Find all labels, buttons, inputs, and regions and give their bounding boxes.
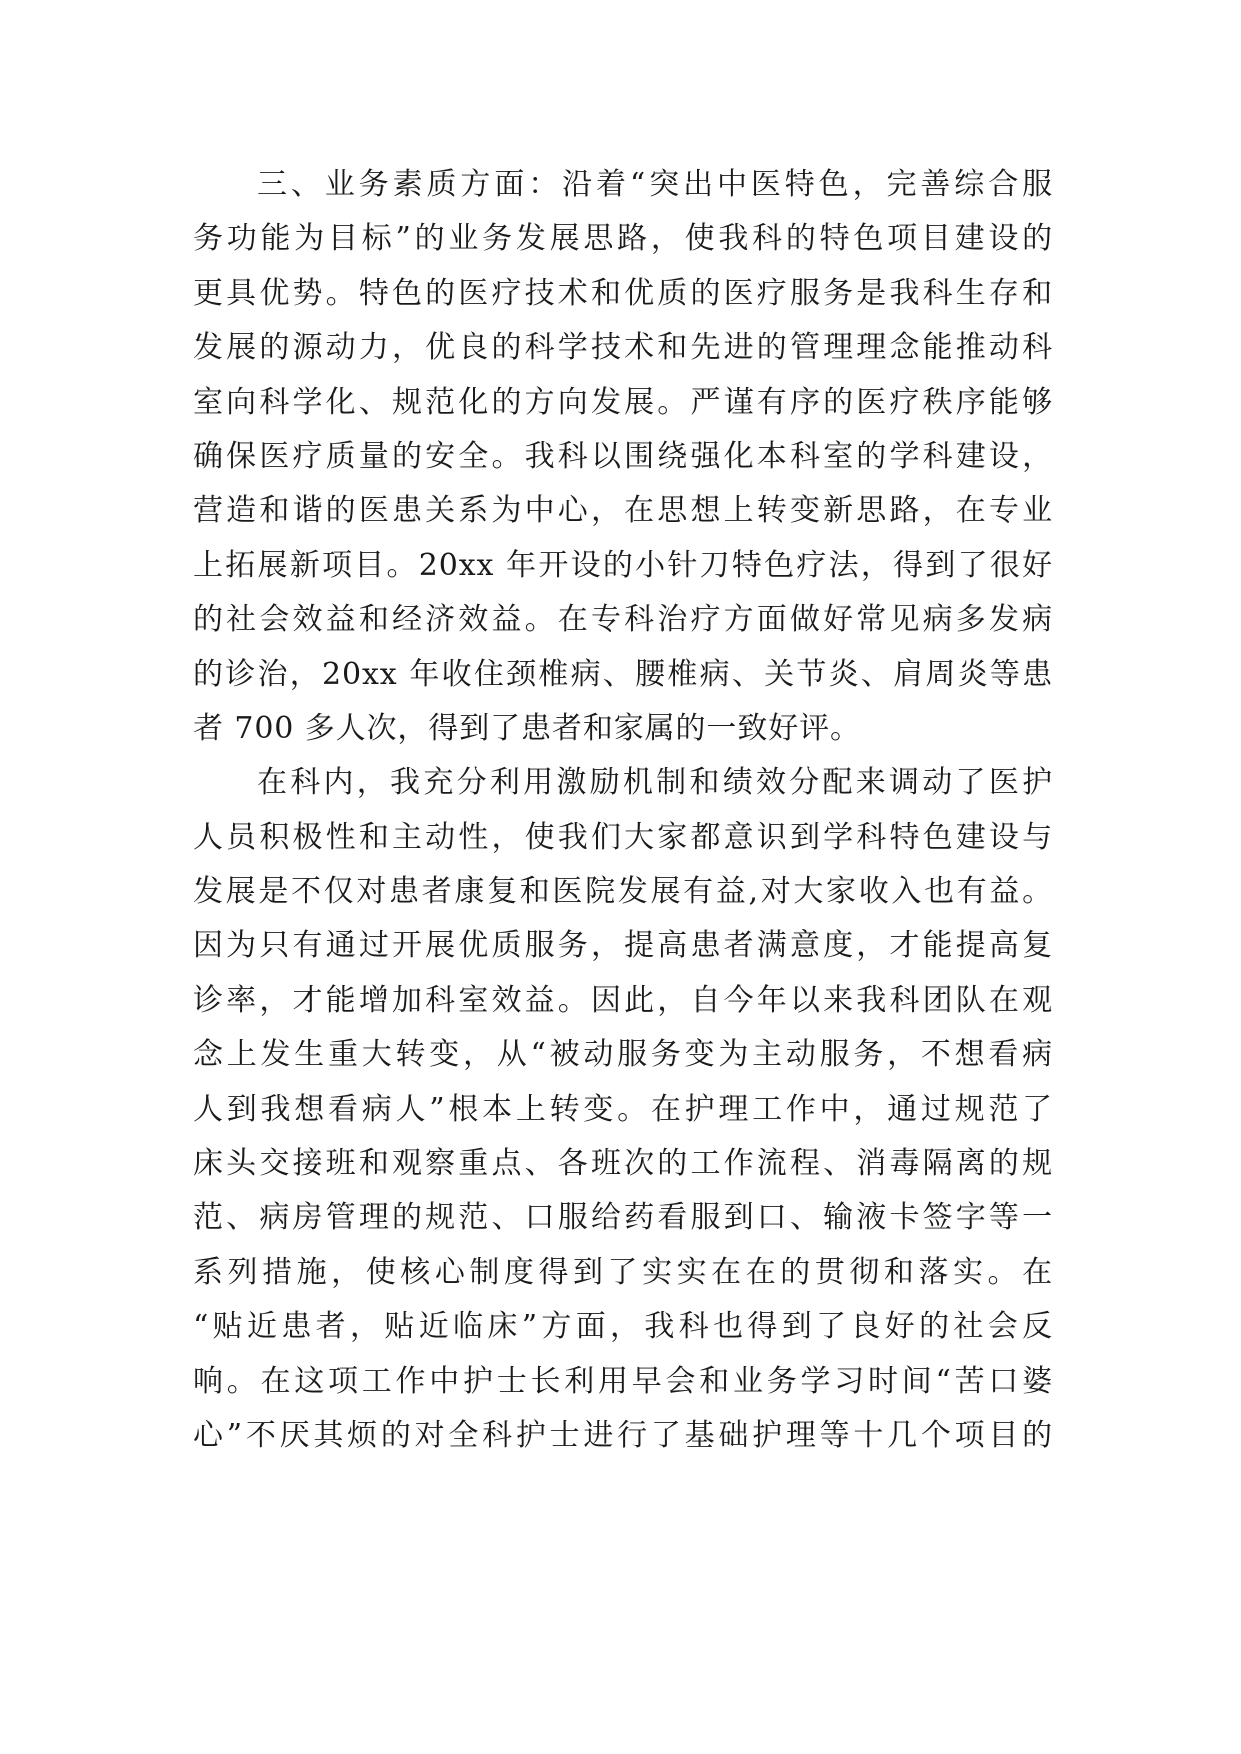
paragraph-1-line-7: 营造和谐的医患关系为中心，在思想上转变新思路，在专业 xyxy=(193,493,1053,529)
paragraph-2-line-10: 系列措施，使核心制度得到了实实在在的贯彻和落实。在 xyxy=(193,1254,1053,1290)
paragraph-1-line-9: 的社会效益和经济效益。在专科治疗方面做好常见病多发病 xyxy=(193,602,1053,638)
paragraph-2-line-6: 念上发生重大转变，从“被动服务变为主动服务，不想看病 xyxy=(193,1037,1053,1073)
paragraph-2-line-7: 人到我想看病人”根本上转变。在护理工作中，通过规范了 xyxy=(193,1091,1053,1127)
paragraph-1-line-1: 三、业务素质方面：沿着“突出中医特色，完善综合服 xyxy=(257,167,1053,202)
paragraph-1-line-10: 的诊治，20xx 年收住颈椎病、腰椎病、关节炎、肩周炎等患 xyxy=(193,656,1053,692)
paragraph-2-line-4: 因为只有通过开展优质服务，提高患者满意度，才能提高复 xyxy=(193,928,1053,964)
paragraph-2-line-5: 诊率，才能增加科室效益。因此，自今年以来我科团队在观 xyxy=(193,982,1053,1018)
paragraph-2-line-11: “贴近患者，贴近临床”方面，我科也得到了良好的社会反 xyxy=(193,1309,1053,1345)
paragraph-1-line-6: 确保医疗质量的安全。我科以围绕强化本科室的学科建设， xyxy=(193,438,1053,474)
document-body xyxy=(193,158,1053,1463)
paragraph-2-line-3: 发展是不仅对患者康复和医院发展有益,对大家收入也有益。 xyxy=(193,874,1053,910)
paragraph-1-line-5: 室向科学化、规范化的方向发展。严谨有序的医疗秩序能够 xyxy=(193,384,1053,420)
paragraph-1-line-4: 发展的源动力，优良的科学技术和先进的管理理念能推动科 xyxy=(193,330,1053,366)
paragraph-2-line-8: 床头交接班和观察重点、各班次的工作流程、消毒隔离的规 xyxy=(193,1146,1053,1182)
paragraph-2-line-9: 范、病房管理的规范、口服给药看服到口、输液卡签字等一 xyxy=(193,1200,1053,1236)
paragraph-2-line-12: 响。在这项工作中护士长利用早会和业务学习时间“苦口婆 xyxy=(193,1363,1053,1399)
paragraph-1-line-11: 者 700 多人次，得到了患者和家属的一致好评。 xyxy=(193,710,861,746)
paragraph-1-line-8: 上拓展新项目。20xx 年开设的小针刀特色疗法，得到了很好 xyxy=(193,547,1053,583)
paragraph-2-line-2: 人员积极性和主动性，使我们大家都意识到学科特色建设与 xyxy=(193,819,1053,855)
paragraph-1-line-3: 更具优势。特色的医疗技术和优质的医疗服务是我科生存和 xyxy=(193,275,1053,311)
paragraph-1-line-2: 务功能为目标”的业务发展思路，使我科的特色项目建设的 xyxy=(193,221,1053,257)
paragraph-2-line-13: 心”不厌其烦的对全科护士进行了基础护理等十几个项目的 xyxy=(193,1417,1053,1453)
paragraph-2-line-1: 在科内，我充分利用激励机制和绩效分配来调动了医护 xyxy=(257,765,1053,801)
